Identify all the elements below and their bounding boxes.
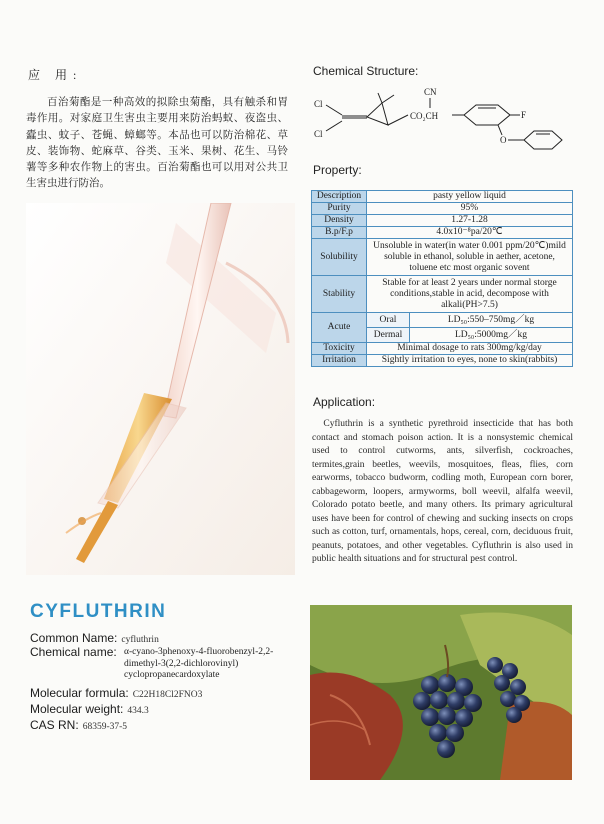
chemical-name-label: Chemical name: xyxy=(30,645,117,659)
dermal-value: LD₅₀:5000mg／kg xyxy=(410,328,573,343)
row-value: Minimal dosage to rats 300mg/kg/day xyxy=(367,343,573,355)
table-row xyxy=(312,343,573,355)
row-label: Density xyxy=(312,215,367,227)
property-heading: Property: xyxy=(313,163,362,177)
row-value: Stable for at least 2 years under normal storge conditions,stable in acid, decompose with alkali(PH>7.5) xyxy=(367,276,573,313)
row-value: pasty yellow liquid xyxy=(367,191,573,203)
structure-cn: CN xyxy=(424,87,437,97)
row-label: Irritation xyxy=(312,355,367,367)
table-row xyxy=(312,355,573,367)
common-name-value: cyfluthrin xyxy=(121,635,159,645)
cas-row xyxy=(30,716,127,734)
structure-oxygen: O xyxy=(500,135,507,145)
molecular-weight-label: Molecular weight: xyxy=(30,702,124,716)
molecular-formula-label: Molecular formula: xyxy=(30,686,129,700)
table-row xyxy=(312,313,573,328)
structure-cl-bottom: Cl xyxy=(314,129,323,139)
table-row xyxy=(312,227,573,239)
oral-label: Oral xyxy=(367,313,410,328)
chinese-heading: 应 用: xyxy=(28,68,83,82)
row-value: Unsoluble in water(in water 0.001 ppm/20℃)mild soluble in ethanol, soluble in aether, acetone, toluene etc most organic sovent xyxy=(367,239,573,276)
property-table xyxy=(311,190,573,367)
structure-fluoro: F xyxy=(521,110,527,120)
chinese-application-text: 百治菊酯是一种高效的拟除虫菊酯，具有触杀和胃毒作用。对家庭卫生害虫主要用来防治蚂蚁、夜盗虫、蠹虫、蚊子、苍蝇、蟑螂等。本品也可以防治棉花、草皮、装饰物、蛇麻草、谷类、玉米、果树、花生、马铃薯等多种农作物上的害虫。百治菊酯也可以用对公共卫生害虫进行防治。 xyxy=(26,97,288,190)
row-label: Description xyxy=(312,191,367,203)
table-row xyxy=(312,215,573,227)
row-value: 95% xyxy=(367,203,573,215)
acute-label: Acute xyxy=(312,313,367,343)
row-value: Sightly irritation to eyes, none to skin(rabbits) xyxy=(367,355,573,367)
row-value: 4.0x10⁻⁸pa/20℃ xyxy=(367,227,573,239)
product-name: CYFLUTHRIN xyxy=(30,601,167,622)
table-row xyxy=(312,191,573,203)
table-row xyxy=(312,239,573,276)
cas-label: CAS RN: xyxy=(30,718,79,732)
row-label: Toxicity xyxy=(312,343,367,355)
grapes-photo xyxy=(310,605,572,780)
row-label: B.p/F.p xyxy=(312,227,367,239)
cas-value: 68359-37-5 xyxy=(82,722,128,732)
molecular-formula-value: C22H18Cl2FNO3 xyxy=(132,690,203,700)
row-label: Purity xyxy=(312,203,367,215)
application-heading: Application: xyxy=(313,395,376,409)
common-name-label: Common Name: xyxy=(30,631,118,645)
structure-ester: CO₂CH xyxy=(410,111,439,121)
oral-value: LD₅₀:550–750mg／kg xyxy=(410,313,573,328)
row-value: 1.27-1.28 xyxy=(367,215,573,227)
chemical-name-value: α-cyano-3phenoxy-4-fluorobenzyl-2,2-dimethyl-3(2,2-dichlorovinyl) cyclopropanecardoxylate xyxy=(124,647,274,680)
application-text: Cyfluthrin is a synthetic pyrethroid insecticide that has both contact and stomach poison action. It is a nonsystemic chemical used to control cutworms, ants, silverfish, cockroaches, termites,grain beetles, weevils, mosquitoes, fleas, flies, corn earworms, tobacco budworm, codling moth, European corn borer, cabbageworm, loopers, armyworms, boll weevil, alfalfa weevil, Colorado potato beetle, and many others. Its primary agricultural uses have been for control of chewing and sucking insects on crops such as cotton, turf, ornamentals, hops, cereal, corn, deciduous fruit, peanuts, potatoes, and other vegetables. Cyfluthrin is also used in public health situations and for structural pest control. xyxy=(312,419,573,564)
chemical-structure-diagram xyxy=(312,85,580,157)
molecular-weight-value: 434.3 xyxy=(127,706,149,716)
table-row xyxy=(312,276,573,313)
structure-cl-top: Cl xyxy=(314,99,323,109)
row-label: Stability xyxy=(312,276,367,313)
dermal-label: Dermal xyxy=(367,328,410,343)
pipette-photo xyxy=(26,203,295,575)
table-row xyxy=(312,203,573,215)
chemical-structure-heading: Chemical Structure: xyxy=(313,64,419,78)
row-label: Solubility xyxy=(312,239,367,276)
